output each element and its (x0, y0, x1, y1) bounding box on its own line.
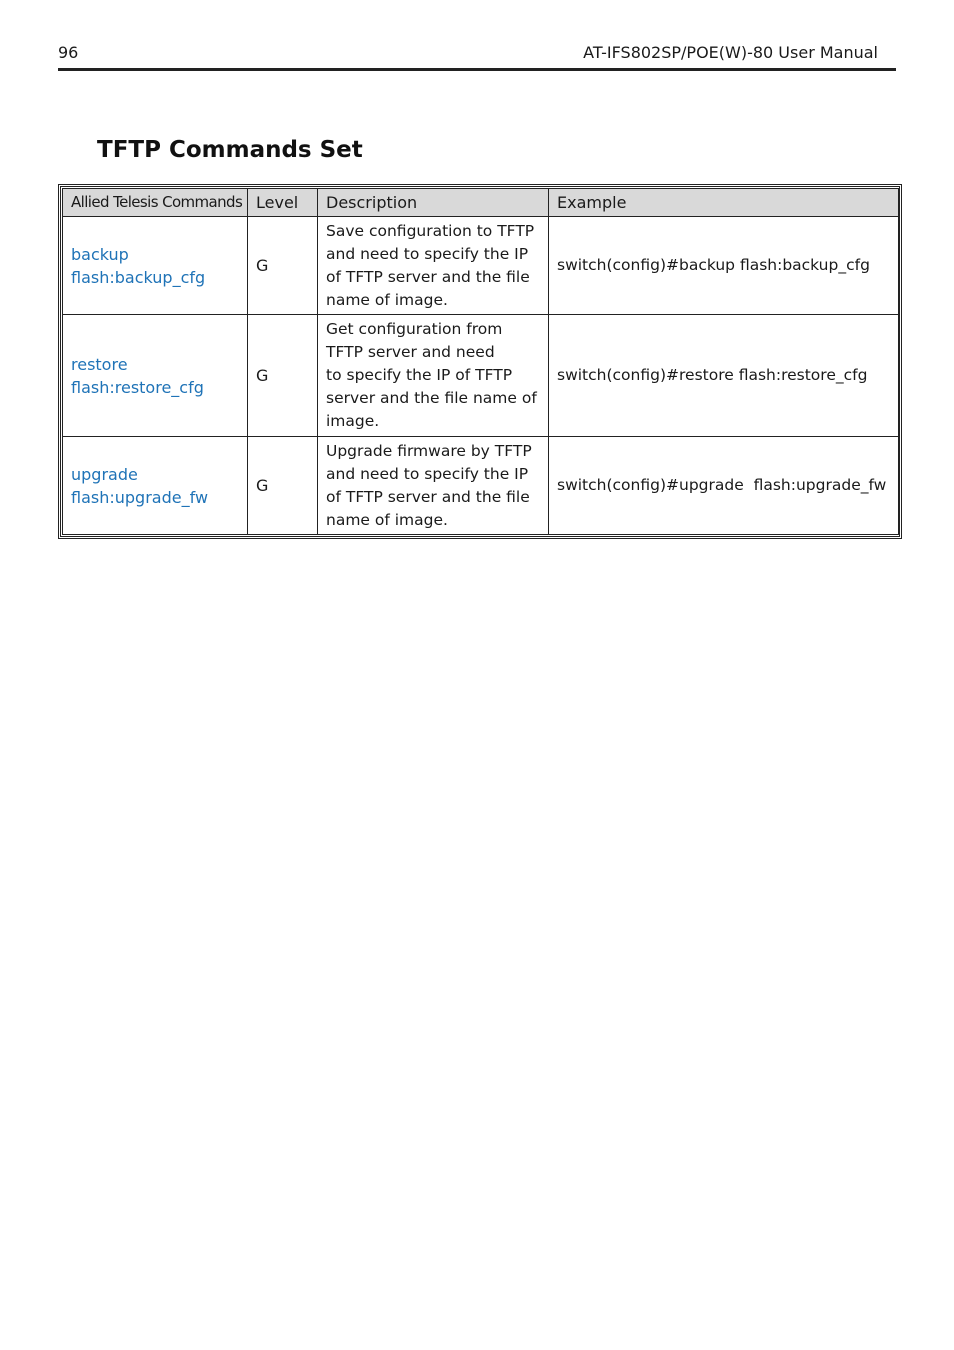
description-cell (318, 217, 549, 315)
description-line: Get configuration from (326, 320, 503, 338)
description-line: and need to specify the IP (326, 244, 529, 263)
column-header-commands: Allied Telesis Commands (63, 189, 248, 217)
page-header (58, 40, 896, 71)
manual-title: AT-IFS802SP/POE(W)-80 User Manual (583, 43, 878, 62)
column-header-level: Level (248, 189, 318, 217)
example-cell: switch(config)#upgrade flash:upgrade_fw (549, 437, 899, 535)
command-cell[interactable] (63, 315, 248, 437)
command-cell[interactable] (63, 217, 248, 315)
table-row (63, 315, 899, 437)
description-line: TFTP server and need (326, 343, 495, 361)
example-cell: switch(config)#restore flash:restore_cfg (549, 315, 899, 437)
tftp-commands-table (58, 184, 902, 539)
table-header-row (63, 189, 899, 217)
example-cell: switch(config)#backup flash:backup_cfg (549, 217, 899, 315)
command-cell[interactable] (63, 437, 248, 535)
table-row (63, 437, 899, 535)
level-cell: G (248, 437, 318, 535)
description-line: and need to specify the IP (326, 464, 529, 483)
description-cell (318, 437, 549, 535)
description-line: name of image. (326, 290, 448, 309)
table-row (63, 217, 899, 315)
level-cell: G (248, 217, 318, 315)
column-header-example: Example (549, 189, 899, 217)
description-line: server and the file name of (326, 389, 537, 407)
description-cell (318, 315, 549, 437)
command-argument: flash:upgrade_fw (71, 487, 209, 507)
description-line: image. (326, 412, 380, 430)
command-name: restore (71, 354, 128, 374)
column-header-description: Description (318, 189, 549, 217)
description-line: Upgrade firmware by TFTP (326, 441, 532, 460)
level-cell: G (248, 315, 318, 437)
description-line: to specify the IP of TFTP (326, 366, 513, 384)
page-number: 96 (58, 43, 79, 62)
section-title: TFTP Commands Set (97, 137, 363, 163)
command-argument: flash:backup_cfg (71, 267, 206, 287)
command-name: upgrade (71, 464, 138, 484)
command-name: backup (71, 244, 129, 264)
description-line: name of image. (326, 510, 448, 529)
description-line: of TFTP server and the file (326, 487, 530, 506)
description-line: of TFTP server and the file (326, 267, 530, 286)
command-argument: flash:restore_cfg (71, 377, 204, 397)
description-line: Save configuration to TFTP (326, 221, 535, 240)
